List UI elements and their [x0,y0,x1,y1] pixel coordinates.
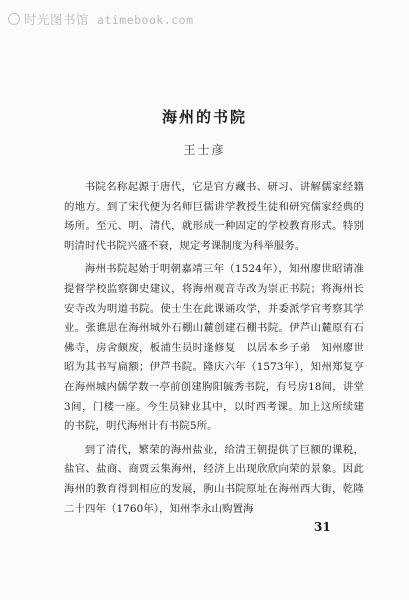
watermark [8,10,194,28]
paragraph-ming-academies: 海州书院起始于明朝嘉靖三年（1524年），知州廖世昭请准提督学校监察御史建议，将海州观音寺改为崇正书院；将海州长安寺改为明道书院。使士生在此课诵攻学，并委派学官考察其学业。张谯思在海州城外石棚山麓创建石棚书院。伊芦山麓原有石佛寺，房舍颇废，板浦生员时逢修复 以居本乡子弟 知州廖世昭为其书写扁额；伊芦书院。隆庆六年（1573年），知州郑复亨在海州城内儒学数一亭前创建朐阳毓秀书院，有号房18间，讲堂3间，门楼一座。今生员肄业其中，以时西考课。加上这所续建的书院，明代海州计有书院5所。 [64,263,364,433]
paragraph-qing-academies: 到了清代，繁荣的海州盐业，给清王朝提供了巨额的课税，盐官、盐商、商贾云集海州，经济上出现欣欣向荣的景象。因此海州的教育得到相应的发展，朐山书院原址在海州西大街，乾隆二十四年（1760年），知州李永山购置海 [64,443,364,515]
watermark-site-name: 时光图书馆 [24,12,90,27]
watermark-logo-icon [8,13,20,25]
paragraph-origin: 书院名称起源于唐代，它是官方藏书、研习、讲解儒家经籍的地方。到了宋代便为名师巨儒讲学教授生徒和研究儒家经典的场所。至元、明、清代，就形成一种固定的学校教育形式。特别明清时代书院兴盛不衰，规定考课制度为科举服务。 [64,181,364,252]
body-text [64,178,364,523]
chapter-title: 海州的书院 [161,108,247,127]
chapter-author: 王士彦 [183,143,226,157]
watermark-url: atimebook.com [97,13,194,27]
page-number: 31 [314,520,331,534]
